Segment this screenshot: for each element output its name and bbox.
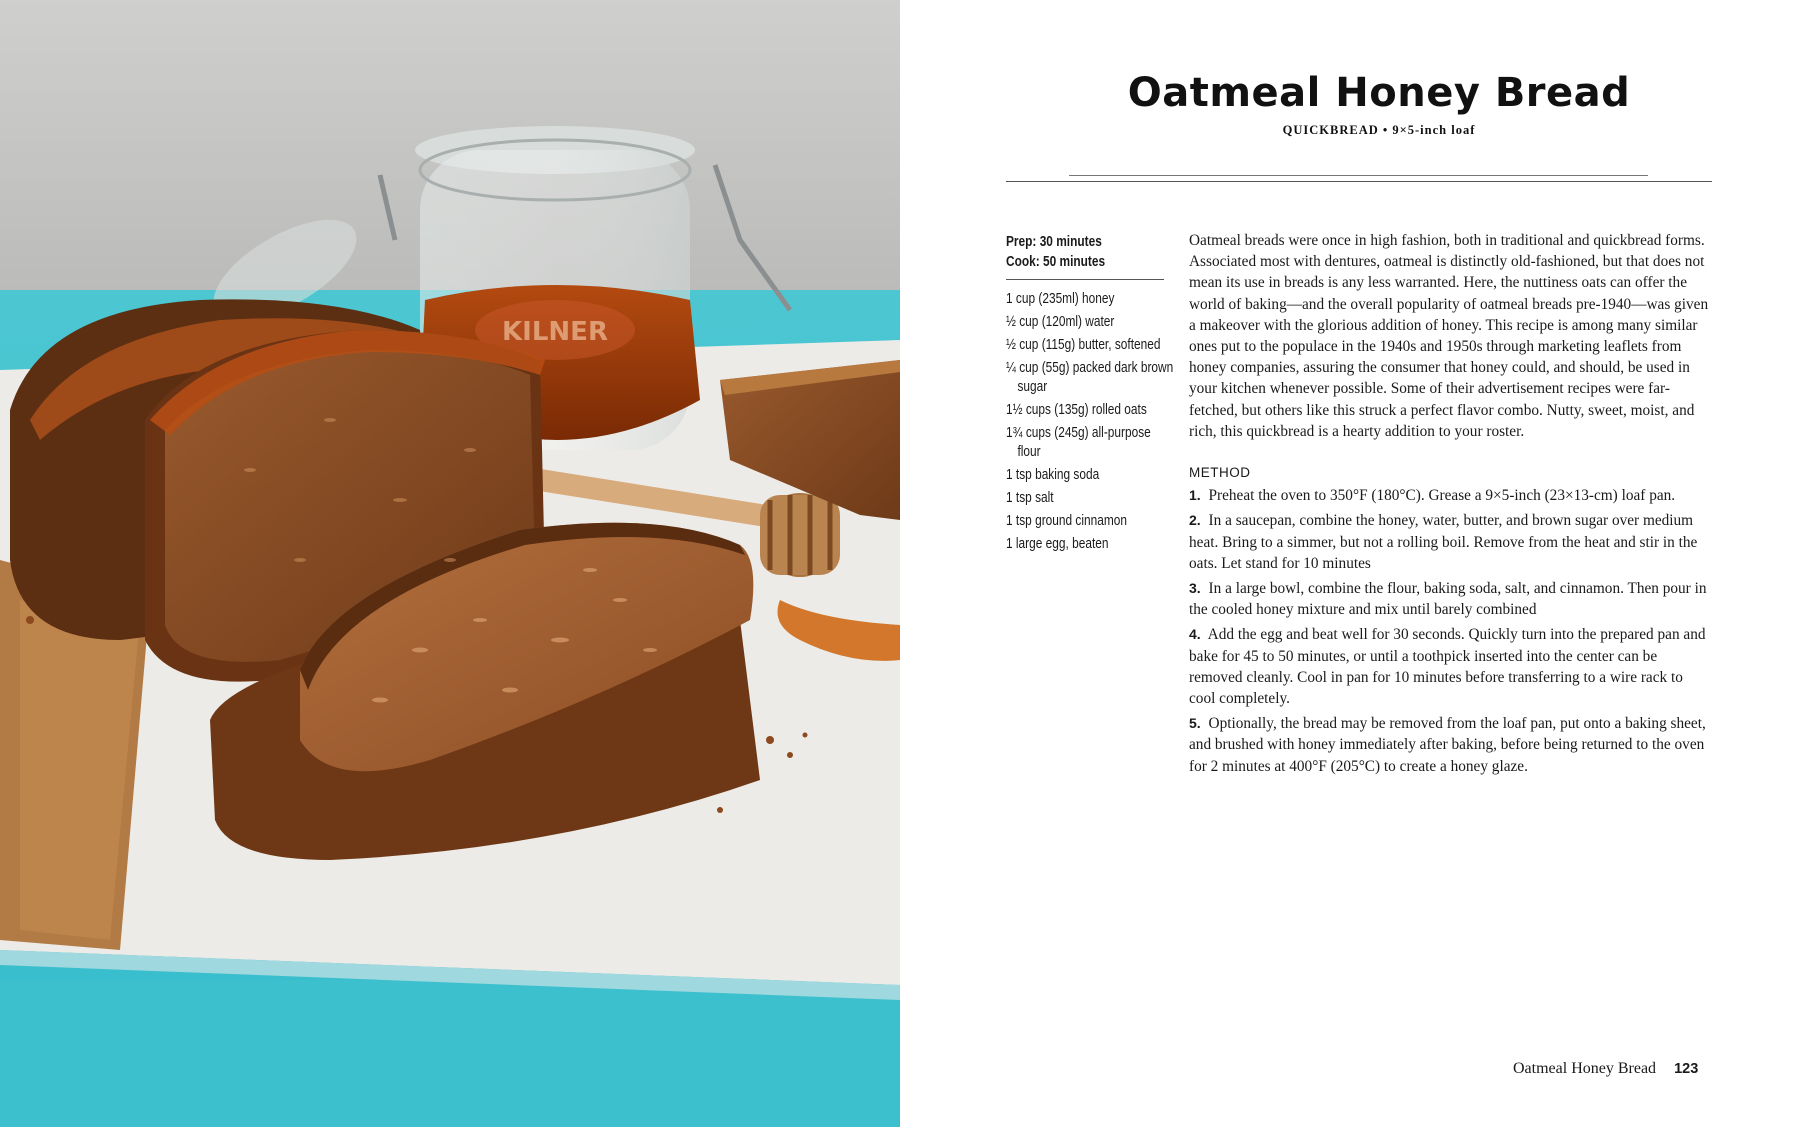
recipe-subtitle: QUICKBREAD • 9×5-inch loaf [1282, 123, 1476, 137]
ingredient-item: 1½ cups (135g) rolled oats [1006, 402, 1147, 418]
jar-embossing: KILNER [502, 317, 608, 347]
method-step [1189, 624, 1709, 709]
step-text: In a saucepan, combine the honey, water, butter, and brown sugar over medium heat. Bring to a simmer, but not a rolling boil. Remove from the heat and stir in the oats. Let stand for 10 minutes [1189, 512, 1698, 572]
honey-dipper [760, 493, 840, 577]
method-step [1189, 510, 1709, 574]
ingredient-item: ½ cup (120ml) water [1006, 314, 1115, 330]
ingredient-item: ½ cup (115g) butter, softened [1006, 337, 1161, 353]
ingredient-item: 1 tsp ground cinnamon [1006, 513, 1127, 529]
method-step [1189, 713, 1709, 777]
step-number: 3. [1189, 580, 1201, 597]
method-steps [1189, 485, 1709, 777]
method-step [1189, 578, 1709, 620]
step-text: In a large bowl, combine the flour, baking soda, salt, and cinnamon. Then pour in the cooled honey mixture and mix until barely combined [1189, 580, 1707, 619]
running-title: Oatmeal Honey Bread [1513, 1060, 1657, 1077]
recipe-title: Oatmeal Honey Bread [1127, 70, 1631, 116]
recipe-body [1189, 230, 1709, 781]
recipe-page [900, 0, 1800, 1127]
ingredient-list [1006, 290, 1174, 554]
step-text: Preheat the oven to 350°F (180°C). Grease a 9×5-inch (23×13-cm) loaf pan. [1208, 487, 1676, 505]
step-text: Optionally, the bread may be removed from the loaf pan, put onto a baking sheet, and brushed with honey immediately after baking, before being returned to the oven for 2 minutes at 400°F (205°C) to create a honey glaze. [1189, 715, 1706, 775]
method-heading: METHOD [1189, 465, 1251, 481]
ingredient-item: 1 cup (235ml) honey [1006, 291, 1115, 307]
step-text: Add the egg and beat well for 30 seconds. Quickly turn into the prepared pan and bake for 45 to 50 minutes, or until a toothpick inserted into the center can be removed cleanly. Cool in pan for 10 minutes before transferring to a wire rack to cool completely. [1189, 626, 1706, 708]
page-footer [1513, 1060, 1698, 1078]
title-divider-long [1006, 181, 1712, 182]
intro-paragraph: Oatmeal breads were once in high fashion, both in traditional and quickbread forms. Associated most with dentures, oatmeal is distinctly old-fashioned, but that does not mean its use in breads is any less warranted. Here, the nuttiness oats can offer the world of baking—and the overall popularity of oatmeal breads pre-1940—was given a makeover with the glorious addition of honey. This recipe is among many similar ones put to the populace in the 1940s and 1950s through marketing leaflets from honey companies, assuring the consumer that honey could, and should, be used in your kitchen whenever possible. Some of their advertisement recipes were far-fetched, but others like this struck a perfect flavor combo. Nutty, sweet, moist, and rich, this quickbread is a hearty addition to your roster. [1189, 232, 1709, 440]
ingredients-sidebar [1006, 232, 1174, 558]
step-number: 4. [1189, 626, 1201, 643]
prep-time: Prep: 30 minutes [1006, 234, 1102, 250]
ingredient-item: 1 tsp salt [1006, 490, 1054, 506]
cook-time: Cook: 50 minutes [1006, 254, 1106, 270]
title-divider-short [1069, 175, 1648, 176]
sidebar-divider [1006, 279, 1164, 280]
page-number: 123 [1674, 1061, 1699, 1077]
step-number: 1. [1189, 487, 1201, 504]
ingredient-item: ¼ cup (55g) packed dark brown sugar [1006, 360, 1174, 395]
method-step [1189, 485, 1709, 506]
ingredient-item: 1¾ cups (245g) all-purpose flour [1006, 425, 1151, 460]
step-number: 2. [1189, 512, 1201, 529]
step-number: 5. [1189, 715, 1201, 732]
ingredient-item: 1 large egg, beaten [1006, 536, 1109, 552]
ingredient-item: 1 tsp baking soda [1006, 467, 1100, 483]
